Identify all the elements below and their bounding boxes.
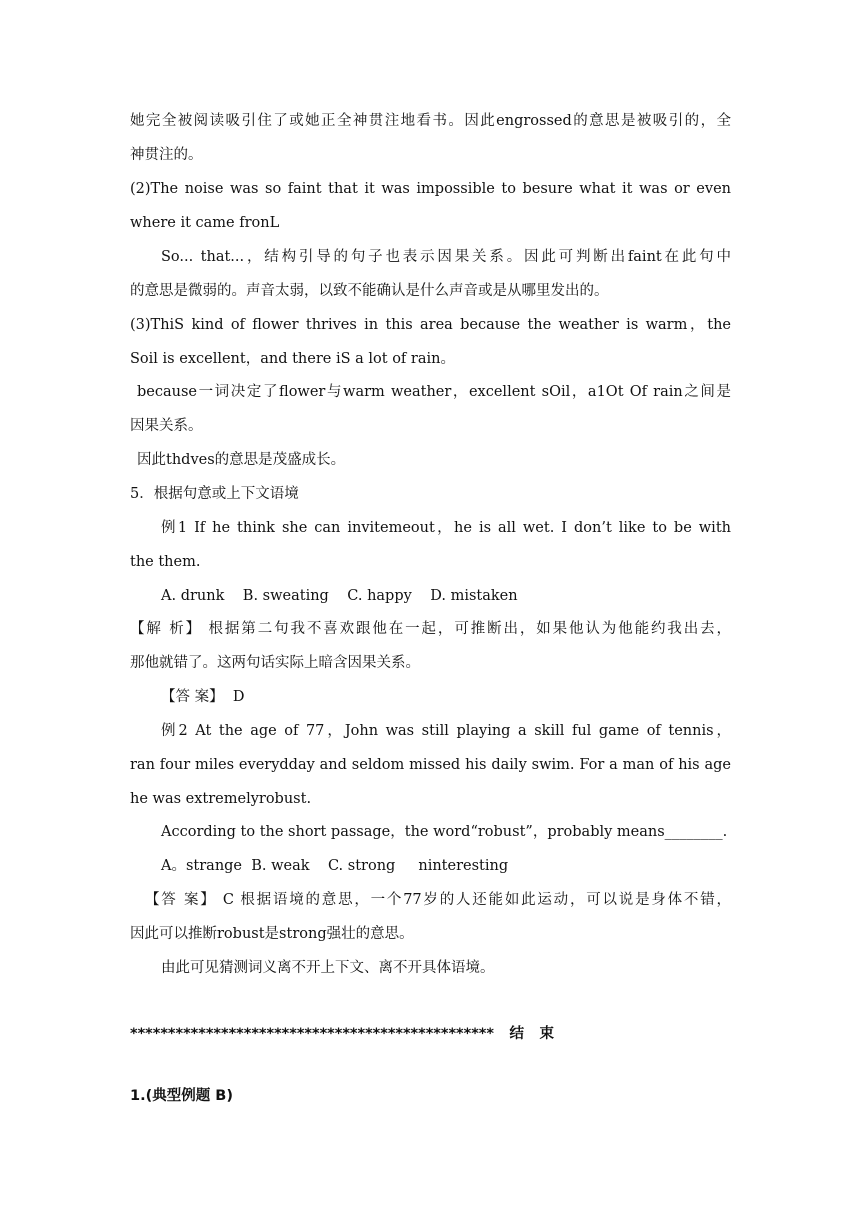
example-2-line-3: he was extremelyrobust. <box>130 791 312 807</box>
text-line-4: where it came fronL <box>130 215 280 231</box>
section-heading-5: 5．根据句意或上下文语境 <box>130 486 299 502</box>
next-item-heading: 1.(典型例题 B) <box>130 1088 233 1104</box>
text-line-6: 的意思是微弱的。声音太弱，以致不能确认是什么声音或是从哪里发出的。 <box>130 283 609 299</box>
example-1-options: A. drunk B. sweating C. happy D. mistaken <box>161 588 518 604</box>
end-marker: ************************************************结束 <box>130 1026 554 1042</box>
analysis-line-2: 那他就错了。这两句话实际上暗含因果关系。 <box>130 655 420 671</box>
text-line-3: (2)The noise was so faint that it was impossible to besure what it was or even <box>130 181 731 197</box>
text-line-8: Soil is excellent，and there iS a lot of rain。 <box>130 351 455 367</box>
example-2-options: A。strange B. weak C. strong ninteresting <box>161 858 509 874</box>
example-2-question: According to the short passage，the word“robust”，probably means________. <box>161 824 728 840</box>
example-1-line-1: 例1 If he think she can invitemeout，he is all wet. I don’t like to be with <box>161 520 731 536</box>
analysis-line-1: 【解 析】 根据第二句我不喜欢跟他在一起，可推断出，如果他认为他能约我出去， <box>130 621 731 637</box>
conclusion-line: 由此可见猜测词义离不开上下文、离不开具体语境。 <box>161 960 495 976</box>
text-line-10: 因果关系。 <box>130 418 203 434</box>
text-line-11: 因此thdves的意思是茂盛成长。 <box>137 452 346 468</box>
example-1-line-2: the them. <box>130 554 201 570</box>
text-line-9: because一词决定了flower与warm weather，excellent sOil，a1Ot Of rain之间是 <box>137 384 731 400</box>
text-line-2: 神贯注的。 <box>130 147 203 163</box>
example-2-line-2: ran four miles everydday and seldom missed his daily swim. For a man of his age <box>130 757 731 773</box>
example-2-line-1: 例2 At the age of 77，John was still playing a skill ful game of tennis， <box>161 723 731 739</box>
answer-2-line-1: 【答 案】 C 根据语境的意思，一个77岁的人还能如此运动，可以说是身体不错， <box>145 892 731 908</box>
text-line-1: 她完全被阅读吸引住了或她正全神贯注地看书。因此engrossed的意思是被吸引的，全 <box>130 113 731 129</box>
text-line-7: (3)ThiS kind of flower thrives in this area because the weather is warm，the <box>130 317 731 333</box>
answer-2-line-2: 因此可以推断robust是strong强壮的意思。 <box>130 926 414 942</box>
answer-1: 【答 案】 D <box>161 689 245 705</box>
text-line-5: So... that...，结构引导的句子也表示因果关系。因此可判断出faint在此句中 <box>161 249 731 265</box>
